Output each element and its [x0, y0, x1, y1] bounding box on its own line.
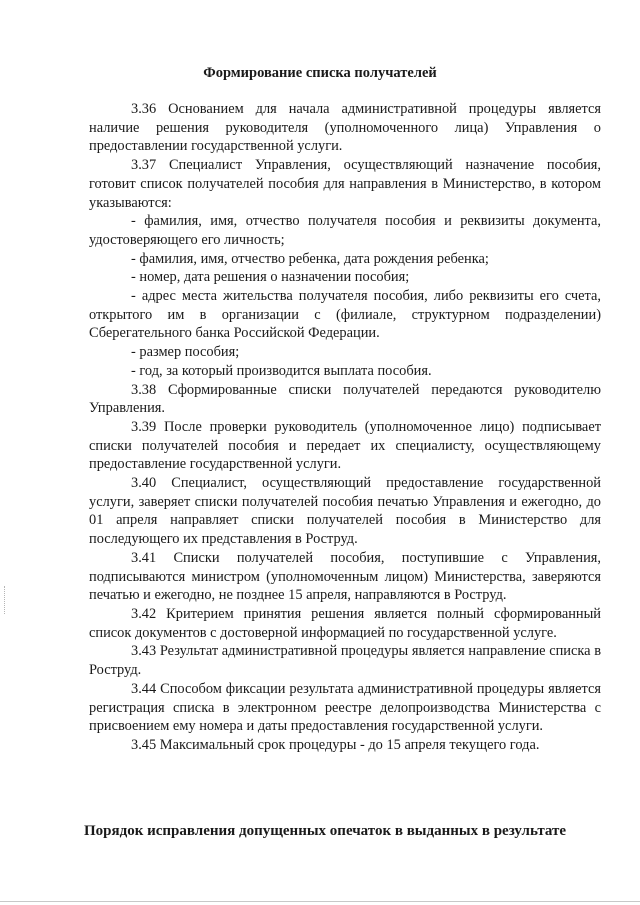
list-item: - адрес места жительства получателя пособия, либо реквизиты его счета, открытого им в организации с (филиале, структурном подразделении) Сберегательного банка Российской Федерации.: [89, 288, 601, 342]
paragraph-3-40: 3.40 Специалист, осуществляющий предоставление государственной услуги, заверяет списки получателей пособия печатью Управления и ежегодно, до 01 апреля направляет списки получателей пособия в Министерство для последующего их представления в Роструд.: [89, 475, 601, 548]
paragraph-3-41: 3.41 Списки получателей пособия, поступившие с Управления, подписываются министром (уполномоченным лицом) Министерства, заверяются печатью и ежегодно, не позднее 15 апреля, направляются в Роструд.: [89, 549, 601, 604]
paragraph-3-39: 3.39 После проверки руководитель (уполномоченное лицо) подписывает списки получателей пособия и передает их специалисту, осуществляющему предоставление государственной услуги.: [89, 418, 601, 473]
scan-edge-line: [0, 901, 640, 902]
scan-margin-mark: [4, 586, 7, 614]
list-item: - год, за который производится выплата пособия.: [131, 362, 432, 379]
paragraph-3-43: 3.43 Результат административной процедуры является направление списка в Роструд.: [89, 643, 601, 679]
list-item: - номер, дата решения о назначении пособия;: [131, 269, 410, 286]
list-item: - фамилия, имя, отчество получателя пособия и реквизиты документа, удостоверяющего его личность;: [89, 213, 601, 248]
paragraph-3-36: 3.36 Основанием для начала административной процедуры является наличие решения руководителя (уполномоченного лица) Управления о предоставлении государственной услуги.: [89, 101, 601, 155]
paragraph-3-44: 3.44 Способом фиксации результата административной процедуры является регистрация списка в электронном реестре делопроизводства Министерства с присвоением ему номера и даты предоставления государственной услуги.: [89, 680, 601, 735]
section-heading-next: Порядок исправления допущенных опечаток в выданных в результате: [83, 823, 567, 839]
section-heading: Формирование списка получателей: [203, 65, 437, 81]
list-item: - размер пособия;: [131, 344, 240, 361]
paragraph-3-45: 3.45 Максимальный срок процедуры - до 15 апреля текущего года.: [131, 736, 540, 753]
list-item: - фамилия, имя, отчество ребенка, дата рождения ребенка;: [131, 250, 489, 267]
document-body: [89, 100, 601, 755]
paragraph-3-37: 3.37 Специалист Управления, осуществляющий назначение пособия, готовит список получателей пособия для направления в Министерство, в котором указываются:: [89, 157, 601, 211]
paragraph-3-42: 3.42 Критерием принятия решения является полный сформированный список документов с достоверной информацией по государственной услуге.: [89, 605, 601, 641]
paragraph-3-38: 3.38 Сформированные списки получателей передаются руководителю Управления.: [89, 381, 601, 417]
